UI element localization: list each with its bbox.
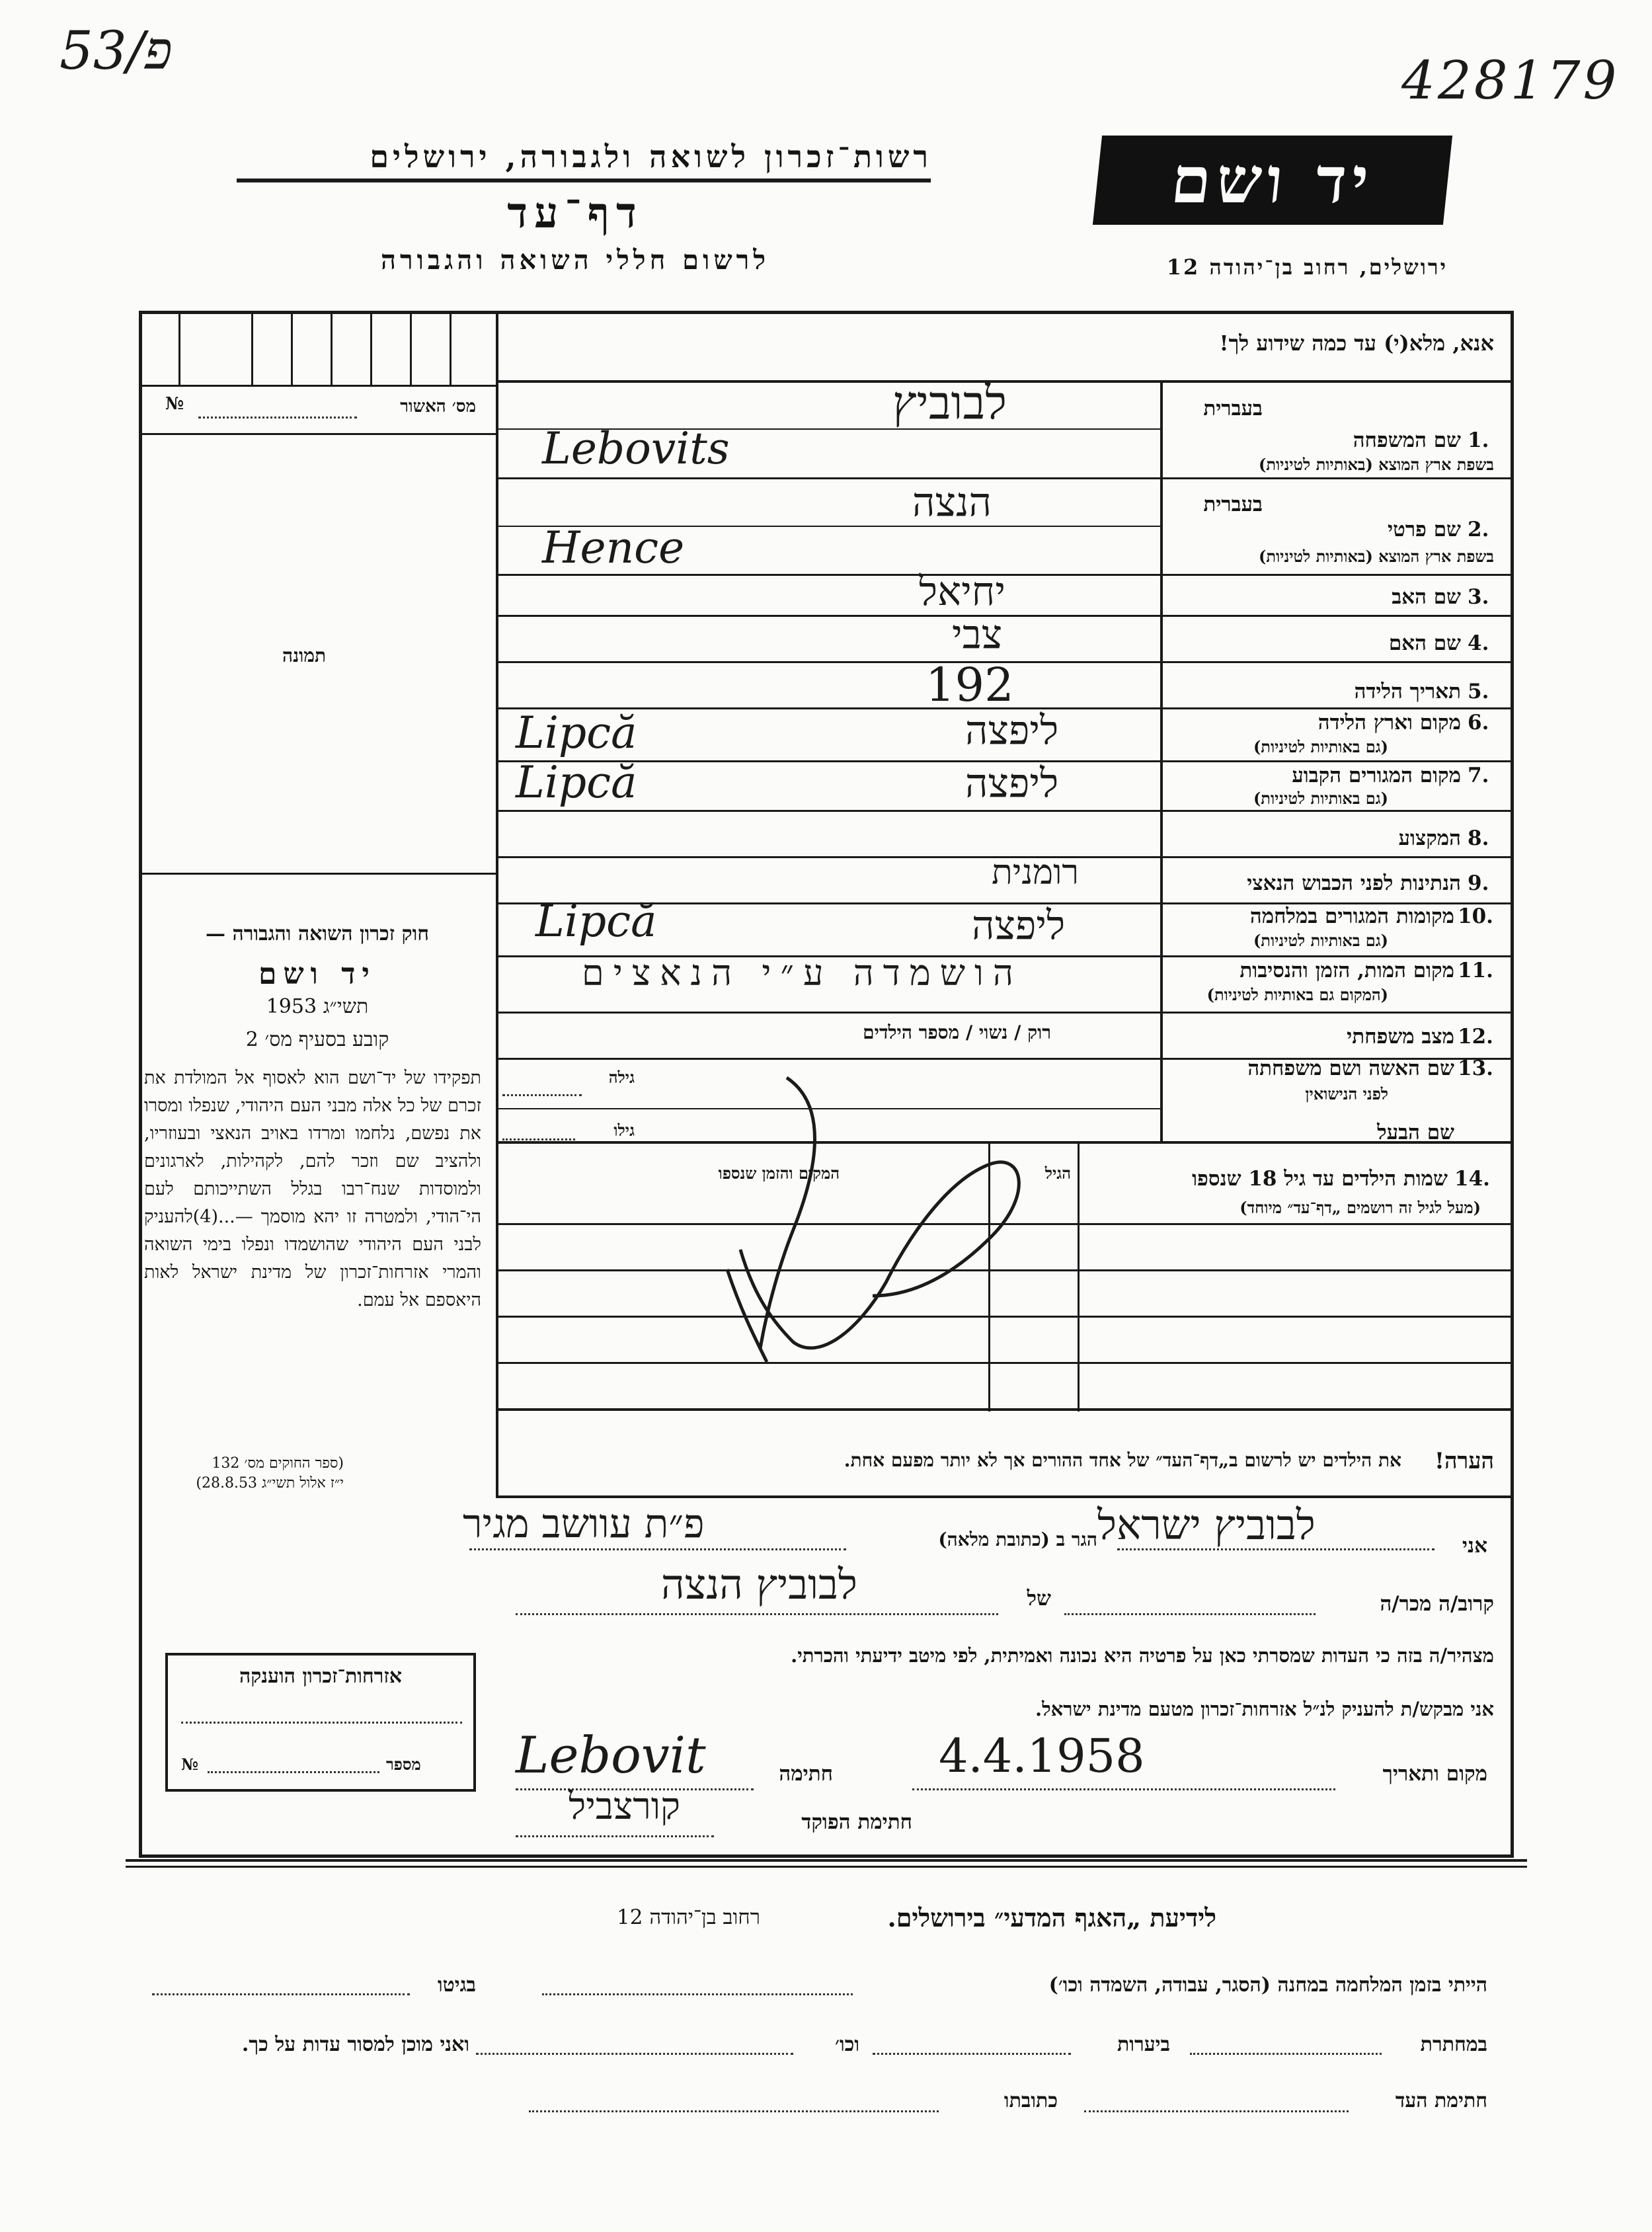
- field-5-label: תאריך הלידה: [1354, 680, 1461, 703]
- law-clause: קובע בסעיף מס׳ 2: [245, 1028, 389, 1051]
- law-text: תפקידו של יד־ושם הוא לאסוף אל המולדת את זכרם של כל אלה מבני העם היהודי, שנפלו ומסרו את נפשם, נלחמו ומרדו באויב הנאצי ובעוזריו, ולהציב שם וזכר להם, לקהילות, לארגונים ולמוסדות שנח־רבו בגלל השתייכותם לעם הי־הודי, ולמטרה זו יהא מוסמך —...(4)להעניק לבני העם היהודי שהושמדו ונפלו בימי השואה והמרי אזרחות־זכרון של מדינת ישראל לאות היאספם אל עמם.: [144, 1068, 481, 1310]
- field-11-note: (המקום גם באותיות לטיניות): [1206, 985, 1388, 1004]
- citizenship-number-label: מספר: [386, 1755, 421, 1774]
- field-10-label: מקומות המגורים במלחמה: [1249, 904, 1454, 928]
- field-1-value-hebrew: לבוביץ: [892, 376, 1007, 430]
- field-11-number: 11.: [1458, 959, 1493, 982]
- field-3-label: שם האב: [1392, 585, 1461, 609]
- corner-mark-top-right: 428179: [1401, 50, 1620, 111]
- marital-status-options: רוק / נשוי / מספר הילדים: [863, 1021, 1051, 1043]
- field-10-number: 10.: [1458, 904, 1493, 928]
- field-9-label: הנתינות לפני הכבוש הנאצי: [1247, 871, 1461, 895]
- declaration-statement: מצהיר/ה בזה כי העדות שמסרתי כאן על פרטיה היא נכונה ואמיתית, לפי מיטב ידיעתי והכרתי.: [791, 1644, 1494, 1667]
- field-11-value-hebrew: הושמדה ע״י הנאצים: [582, 952, 1023, 994]
- clerk-signature-label: חתימת הפוקד: [801, 1810, 912, 1834]
- his-address-label: כתובתו: [1003, 2089, 1058, 2112]
- scientific-title: לידיעת „האגף המדעי״ בירושלים.: [887, 1903, 1216, 1933]
- logo-text: יד ושם: [1167, 143, 1378, 218]
- law-reference-1: (ספר החוקים מס׳ 132: [212, 1455, 344, 1472]
- field-6-value-latin: Lipcă: [516, 707, 637, 758]
- ready-to-testify: ואני מוכן למסור עדות על כך.: [241, 2033, 469, 2056]
- place-date-label: מקום ותאריך: [1382, 1762, 1487, 1786]
- camp-label: הייתי בזמן המלחמה במחנה (הסגר, עבודה, השמדה וכו׳): [1048, 1973, 1487, 1997]
- field-8-number: 8.: [1468, 826, 1489, 850]
- field-10-value-latin: Lipcă: [535, 896, 657, 947]
- declarant-address: פ״ת עוושב מגיר: [463, 1501, 705, 1547]
- field-6-note: (גם באותיות לטיניות): [1253, 737, 1388, 756]
- resident-label: הגר ב (כתובת מלאה): [938, 1529, 1097, 1550]
- field-4-value-hebrew: צבי: [952, 612, 1003, 658]
- field-6-label: מקום וארץ הלידה: [1318, 711, 1461, 735]
- citizenship-request: אני מבקש/ת להעניק לנ״ל אזרחות־זכרון מטעם מדינת ישראל.: [1035, 1698, 1494, 1720]
- field-14-note: (מעל לגיל זה רושמים „דף־עד״ מיוחד): [1239, 1198, 1481, 1217]
- field-1-note: בשפת ארץ המוצא (באותיות לטיניות): [1259, 455, 1494, 474]
- field-2-label: שם פרטי: [1387, 518, 1461, 541]
- field-7-number: 7.: [1468, 764, 1489, 787]
- field-7-value-latin: Lipcă: [516, 757, 637, 808]
- form-title: דף־עד: [507, 188, 643, 238]
- forests-label: ביערות: [1117, 2033, 1170, 2056]
- field-7-label: מקום המגורים הקבוע: [1292, 764, 1461, 787]
- field-7-note: (גם באותיות לטיניות): [1253, 789, 1388, 808]
- field-1-value-latin: Lebovits: [542, 423, 730, 474]
- field-11-label: מקום המות, הזמן והנסיבות: [1239, 959, 1454, 982]
- cancellation-scribble: [714, 1031, 1058, 1375]
- field-7-value-hebrew: ליפצה: [965, 760, 1059, 807]
- field-6-value-hebrew: ליפצה: [965, 707, 1059, 754]
- citizenship-box: [165, 1653, 476, 1792]
- field-2-number: 2.: [1468, 518, 1489, 541]
- field-2-hebrew-tag: בעברית: [1203, 493, 1263, 516]
- declaration-i: אני: [1462, 1534, 1487, 1558]
- note-text: את הילדים יש לרשום ב„דף־העד״ של אחד ההורים אך לא יותר מפעם אחת.: [844, 1449, 1401, 1471]
- witness-signature-label: חתימת העד: [1395, 2089, 1487, 2112]
- field-3-value-hebrew: יחיאל: [919, 569, 1006, 615]
- children-place-header: המקום והזמן שנספו: [718, 1164, 840, 1183]
- authority-name: רשות־זכרון לשואה ולגבורה, ירושלים: [370, 139, 932, 175]
- law-name: יד ושם: [258, 957, 376, 991]
- field-3-number: 3.: [1468, 585, 1489, 609]
- law-reference-2: י״ז אלול תשי״ג 28.8.53): [196, 1475, 344, 1492]
- signature-label: חתימה: [779, 1762, 833, 1786]
- relative-of-name: לבוביץ הנצה: [661, 1560, 857, 1609]
- field-4-number: 4.: [1468, 631, 1489, 655]
- field-9-value-hebrew: רומנית: [992, 853, 1079, 893]
- field-12-label: מצב משפחתי: [1347, 1025, 1454, 1049]
- approval-number-sign: №: [165, 394, 184, 414]
- approval-number-label: מס׳ האשור: [400, 397, 476, 417]
- husband-age-label: גילו: [613, 1121, 635, 1140]
- form-subtitle: לרשום חללי השואה והגבורה: [380, 245, 770, 276]
- field-2-value-hebrew: הנצה: [912, 479, 992, 526]
- citizenship-number-sign: №: [181, 1755, 199, 1774]
- field-1-hebrew-tag: בעברית: [1203, 397, 1263, 420]
- photo-label: תמונה: [282, 645, 327, 666]
- header-address: ירושלים, רחוב בן־יהודה 12: [1166, 255, 1448, 280]
- field-2-value-latin: Hence: [542, 522, 685, 573]
- authority-underline: [237, 179, 931, 182]
- field-2-note: בשפת ארץ המוצא (באותיות לטיניות): [1259, 547, 1494, 566]
- ghetto-label: בגיטו: [437, 1973, 476, 1997]
- etc-label: וכו׳: [835, 2033, 859, 2056]
- wife-age-label: גילה: [608, 1068, 635, 1087]
- field-1-number: 1.: [1468, 428, 1489, 452]
- children-age-header: הגיל: [1044, 1164, 1071, 1183]
- field-9-number: 9.: [1468, 871, 1489, 895]
- field-13-number: 13.: [1458, 1056, 1493, 1080]
- corner-mark-top-left: 53/פ: [59, 20, 173, 81]
- form-instruction: אנא, מלא(י) עד כמה שידוע לך!: [1219, 331, 1494, 356]
- field-14-label: שמות הילדים עד גיל 18 שנספו: [1192, 1167, 1448, 1191]
- underground-label: במחתרת: [1420, 2033, 1487, 2056]
- clerk-signature-value: קורצביל: [569, 1785, 681, 1828]
- husband-name-label: שם הבעל: [1377, 1121, 1454, 1144]
- field-10-value-hebrew: ליפצה: [972, 902, 1066, 949]
- field-1-label: שם המשפחה: [1353, 428, 1461, 452]
- note-label: הערה!: [1435, 1448, 1494, 1474]
- of-label: של: [1027, 1587, 1051, 1611]
- field-12-number: 12.: [1458, 1025, 1493, 1049]
- field-6-number: 6.: [1468, 711, 1489, 735]
- law-title: חוק זכרון השואה והגבורה —: [206, 922, 429, 945]
- field-5-value: 192: [925, 658, 1014, 712]
- field-10-note: (גם באותיות לטיניות): [1253, 931, 1388, 950]
- field-8-label: המקצוע: [1398, 826, 1461, 850]
- signature-value: Lebovit: [516, 1726, 706, 1784]
- yad-vashem-logo: [1093, 136, 1452, 225]
- field-13-label: שם האשה ושם משפחתה: [1247, 1056, 1454, 1080]
- scientific-address: רחוב בן־יהודה 12: [617, 1905, 760, 1929]
- field-14-number: 14.: [1454, 1167, 1490, 1191]
- relative-label: קרוב/ה מכר/ה: [1380, 1592, 1494, 1616]
- field-13-note: לפני הנישואין: [1305, 1084, 1388, 1103]
- date-value: 4.4.1958: [939, 1729, 1145, 1783]
- declarant-name: לבוביץ ישראל: [1097, 1501, 1316, 1549]
- law-year: תשי״ג 1953: [266, 995, 369, 1018]
- field-5-number: 5.: [1468, 680, 1489, 703]
- field-4-label: שם האם: [1388, 631, 1461, 655]
- citizenship-box-title: אזרחות־זכרון הוענקה: [239, 1665, 403, 1688]
- approval-cells: [139, 311, 496, 387]
